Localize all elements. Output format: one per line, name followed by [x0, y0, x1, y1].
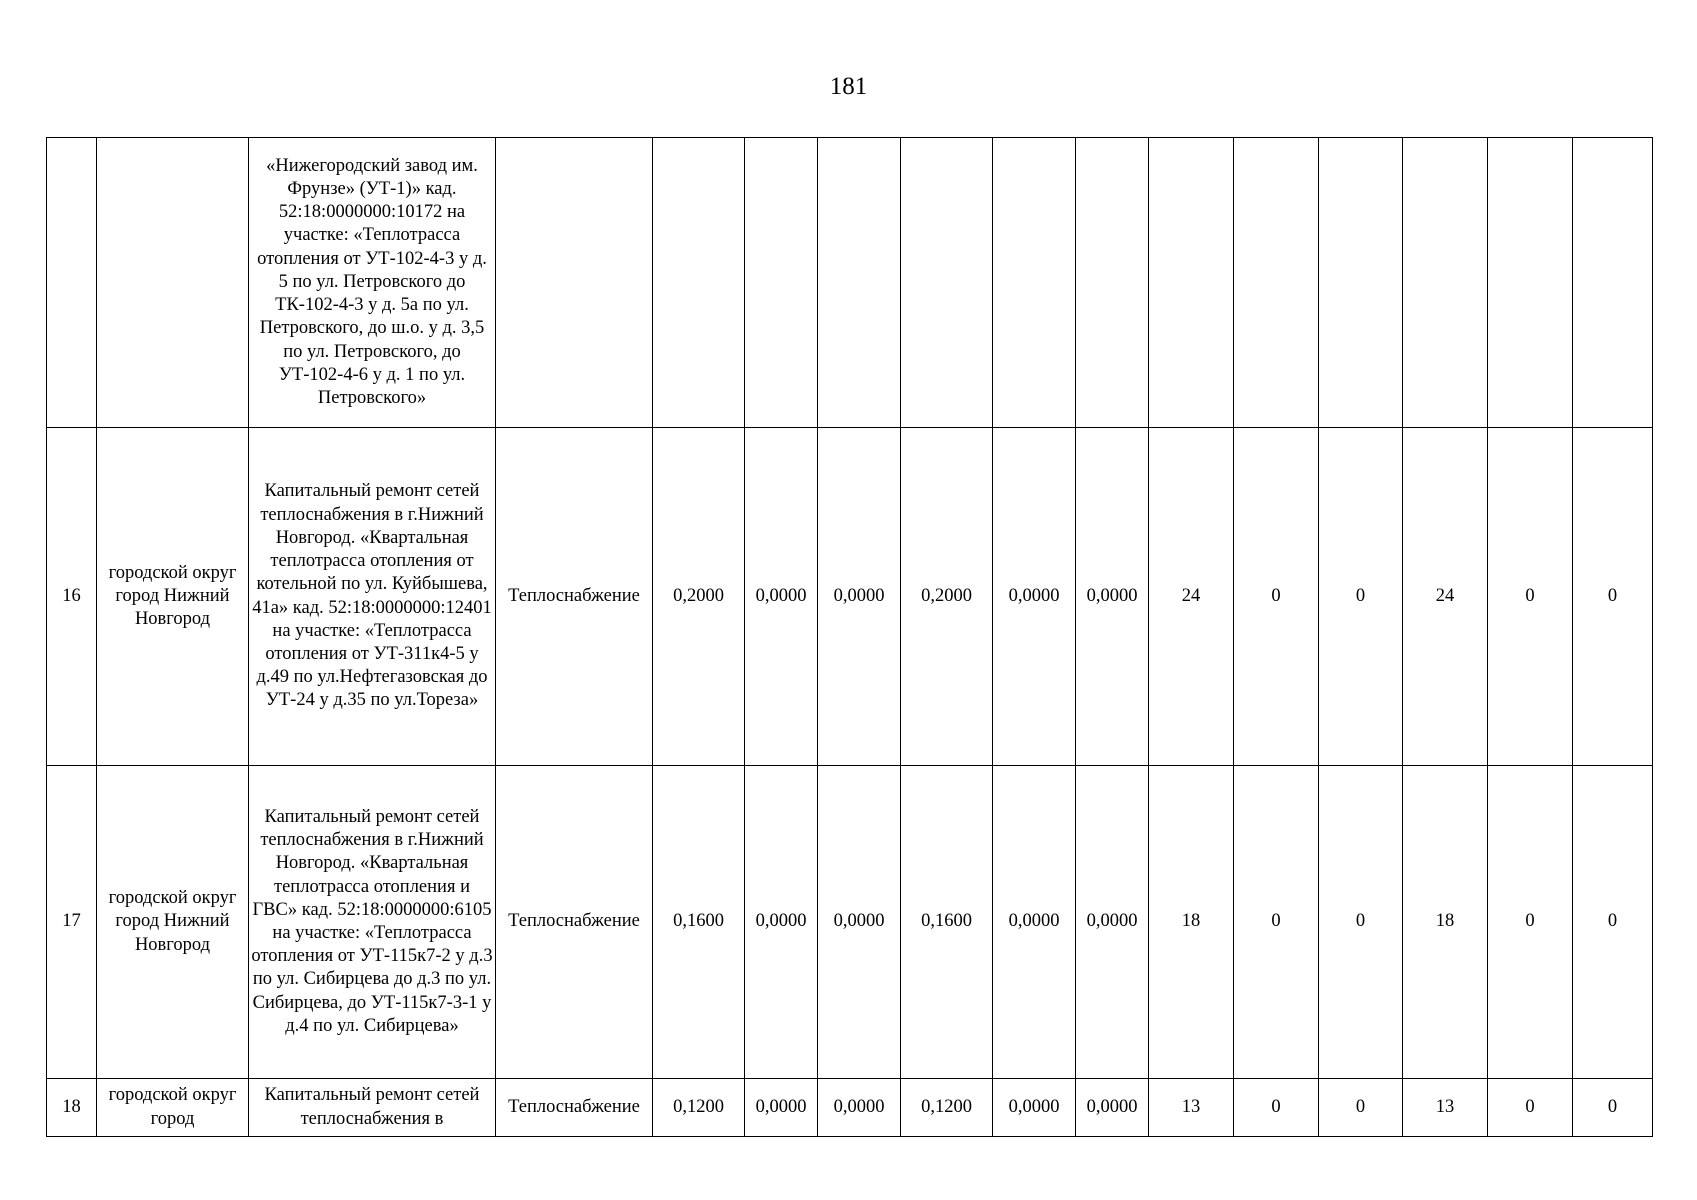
- count-cell-5: 0: [1488, 428, 1573, 766]
- count-cell-5: 0: [1488, 1079, 1573, 1137]
- value-cell-3: [818, 138, 901, 428]
- count-cell-6: 0: [1573, 428, 1653, 766]
- value-cell-2: 0,0000: [745, 428, 818, 766]
- municipality-cell: [97, 138, 249, 428]
- value-cell-6: [1076, 138, 1149, 428]
- value-cell-1: [653, 138, 745, 428]
- value-cell-1: 0,1200: [653, 1079, 745, 1137]
- data-table: [46, 137, 1653, 1137]
- value-cell-2: [745, 138, 818, 428]
- value-cell-4: 0,1600: [901, 766, 993, 1079]
- count-cell-1: 24: [1149, 428, 1234, 766]
- type-cell: Теплоснабжение: [496, 766, 653, 1079]
- value-cell-1: 0,1600: [653, 766, 745, 1079]
- description-cell: Капитальный ремонт сетей теплоснабжения в г.Нижний Новгород. «Квартальная теплотрасса отопления от котельной по ул. Куйбышева, 41а» кад. 52:18:0000000:12401 на участке: «Теплотрасса отопления от УТ-311к4-5 у д.49 по ул.Нефтегазовская до УТ-24 у д.35 по ул.Тореза»: [249, 428, 496, 766]
- table-row: [47, 766, 1653, 1079]
- count-cell-6: 0: [1573, 766, 1653, 1079]
- count-cell-2: 0: [1234, 766, 1319, 1079]
- value-cell-5: 0,0000: [993, 766, 1076, 1079]
- count-cell-3: [1319, 138, 1403, 428]
- table-row: [47, 1079, 1653, 1137]
- count-cell-3: 0: [1319, 428, 1403, 766]
- count-cell-6: 0: [1573, 1079, 1653, 1137]
- type-cell: [496, 138, 653, 428]
- count-cell-4: 13: [1403, 1079, 1488, 1137]
- count-cell-2: [1234, 138, 1319, 428]
- value-cell-4: 0,2000: [901, 428, 993, 766]
- row-number: 17: [47, 766, 97, 1079]
- count-cell-3: 0: [1319, 1079, 1403, 1137]
- count-cell-5: [1488, 138, 1573, 428]
- table-row: [47, 138, 1653, 428]
- value-cell-5: [993, 138, 1076, 428]
- value-cell-4: [901, 138, 993, 428]
- row-number: 16: [47, 428, 97, 766]
- count-cell-1: 13: [1149, 1079, 1234, 1137]
- description-cell: Капитальный ремонт сетей теплоснабжения в г.Нижний Новгород. «Квартальная теплотрасса отопления и ГВС» кад. 52:18:0000000:6105 на участке: «Теплотрасса отопления от УТ-115к7-2 у д.3 по ул. Сибирцева до д.3 по ул. Сибирцева, до УТ-115к7-3-1 у д.4 по ул. Сибирцева»: [249, 766, 496, 1079]
- count-cell-3: 0: [1319, 766, 1403, 1079]
- value-cell-2: 0,0000: [745, 766, 818, 1079]
- count-cell-1: [1149, 138, 1234, 428]
- municipality-cell: городской округ город Нижний Новгород: [97, 766, 249, 1079]
- type-cell: Теплоснабжение: [496, 1079, 653, 1137]
- value-cell-4: 0,1200: [901, 1079, 993, 1137]
- table-row: [47, 428, 1653, 766]
- count-cell-4: 24: [1403, 428, 1488, 766]
- value-cell-3: 0,0000: [818, 1079, 901, 1137]
- page-number: 181: [829, 73, 868, 100]
- value-cell-1: 0,2000: [653, 428, 745, 766]
- count-cell-5: 0: [1488, 766, 1573, 1079]
- row-number: 18: [47, 1079, 97, 1137]
- value-cell-5: 0,0000: [993, 428, 1076, 766]
- value-cell-2: 0,0000: [745, 1079, 818, 1137]
- value-cell-6: 0,0000: [1076, 766, 1149, 1079]
- description-cell: Капитальный ремонт сетей теплоснабжения в: [249, 1079, 496, 1137]
- value-cell-6: 0,0000: [1076, 428, 1149, 766]
- count-cell-4: [1403, 138, 1488, 428]
- value-cell-5: 0,0000: [993, 1079, 1076, 1137]
- value-cell-3: 0,0000: [818, 766, 901, 1079]
- row-number: [47, 138, 97, 428]
- municipality-cell: городской округ город Нижний Новгород: [97, 428, 249, 766]
- municipality-cell: городской округ город: [97, 1079, 249, 1137]
- count-cell-4: 18: [1403, 766, 1488, 1079]
- count-cell-1: 18: [1149, 766, 1234, 1079]
- count-cell-6: [1573, 138, 1653, 428]
- count-cell-2: 0: [1234, 1079, 1319, 1137]
- value-cell-3: 0,0000: [818, 428, 901, 766]
- count-cell-2: 0: [1234, 428, 1319, 766]
- description-cell: «Нижегородский завод им. Фрунзе» (УТ-1)» кад. 52:18:0000000:10172 на участке: «Теплотрасса отопления от УТ-102-4-3 у д. 5 по ул. Петровского до ТК-102-4-3 у д. 5а по ул. Петровского, до ш.о. у д. 3,5 по ул. Петровского, до УТ-102-4-6 у д. 1 по ул. Петровского»: [249, 138, 496, 428]
- value-cell-6: 0,0000: [1076, 1079, 1149, 1137]
- type-cell: Теплоснабжение: [496, 428, 653, 766]
